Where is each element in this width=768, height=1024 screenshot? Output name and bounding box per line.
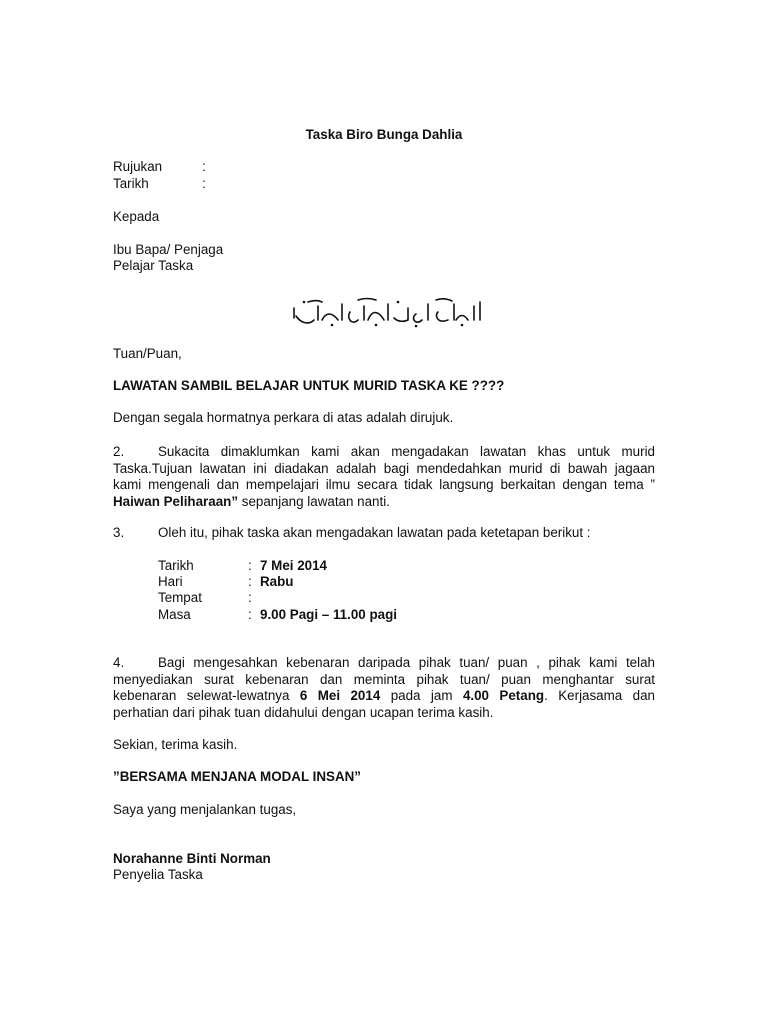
deadline-time: 4.00 Petang [462, 688, 545, 703]
detail-colon: : [248, 590, 252, 605]
paragraph-3-number: 3. [113, 525, 125, 540]
paragraph-text: kebenaran selewat-lewatnya [113, 688, 300, 703]
paragraph-4 [113, 655, 655, 721]
motto: ”BERSAMA MENJANA MODAL INSAN” [113, 769, 361, 784]
paragraph-2 [113, 444, 655, 510]
detail-label: Tarikh [158, 558, 194, 573]
recipient-line: Pelajar Taska [113, 258, 194, 273]
ref-rujukan-colon: : [202, 159, 206, 174]
paragraph-text: sepanjang lawatan nanti. [238, 493, 390, 509]
recipient-line: Ibu Bapa/ Penjaga [113, 242, 224, 257]
ref-tarikh-colon: : [202, 176, 206, 191]
signatory-name: Norahanne Binti Norman [113, 851, 271, 866]
salutation: Tuan/Puan, [113, 346, 182, 361]
opening-line: Dengan segala hormatnya perkara di atas adalah dirujuk. [113, 410, 454, 425]
deadline-date: 6 Mei 2014 [299, 688, 381, 703]
sign-intro: Saya yang menjalankan tugas, [113, 802, 297, 817]
detail-colon: : [248, 574, 252, 589]
detail-colon: : [248, 607, 252, 622]
detail-value: 7 Mei 2014 [260, 558, 327, 573]
salam-calligraphy [288, 296, 484, 330]
detail-value: 9.00 Pagi – 11.00 pagi [260, 607, 397, 622]
signatory-position: Penyelia Taska [113, 867, 203, 882]
letter-subject: LAWATAN SAMBIL BELAJAR UNTUK MURID TASKA KE ???? [113, 378, 505, 393]
paragraph-number: 4. [113, 655, 125, 670]
paragraph-text: . Kerjasama dan [544, 688, 655, 703]
paragraph-text: Sukacita dimaklumkan kami akan mengadakan lawatan khas untuk murid [158, 444, 655, 459]
paragraph-text: pada jam [380, 688, 463, 703]
ref-rujukan-label: Rujukan [113, 159, 163, 174]
paragraph-text: Bagi mengesahkan kebenaran daripada pihak tuan/ puan , pihak kami telah [158, 655, 655, 670]
paragraph-3-text: Oleh itu, pihak taska akan mengadakan lawatan pada ketetapan berikut : [158, 525, 591, 540]
detail-colon: : [248, 558, 252, 573]
paragraph-text: Taska.Tujuan lawatan ini diadakan adalah bagi mendedahkan murid di bawah jagaan [113, 460, 655, 476]
paragraph-number: 2. [113, 444, 125, 459]
closing-line: Sekian, terima kasih. [113, 737, 238, 752]
detail-label: Masa [158, 607, 191, 622]
detail-label: Tempat [158, 590, 202, 605]
theme-name: Haiwan Peliharaan” [113, 493, 239, 509]
letter-heading: Taska Biro Bunga Dahlia [305, 127, 463, 142]
paragraph-text: kami mengenali dan mempelajari ilmu secara tidak langsung berkaitan dengan tema ” [113, 477, 655, 492]
detail-value: Rabu [260, 574, 294, 589]
paragraph-text: perhatian dari pihak tuan didahului dengan ucapan terima kasih. [113, 704, 494, 720]
paragraph-text: menyediakan surat kebenaran dan meminta pihak tuan/ puan menghantar surat [113, 671, 655, 687]
kepada-label: Kepada [113, 209, 160, 224]
detail-label: Hari [158, 574, 183, 589]
ref-tarikh-label: Tarikh [113, 176, 149, 191]
